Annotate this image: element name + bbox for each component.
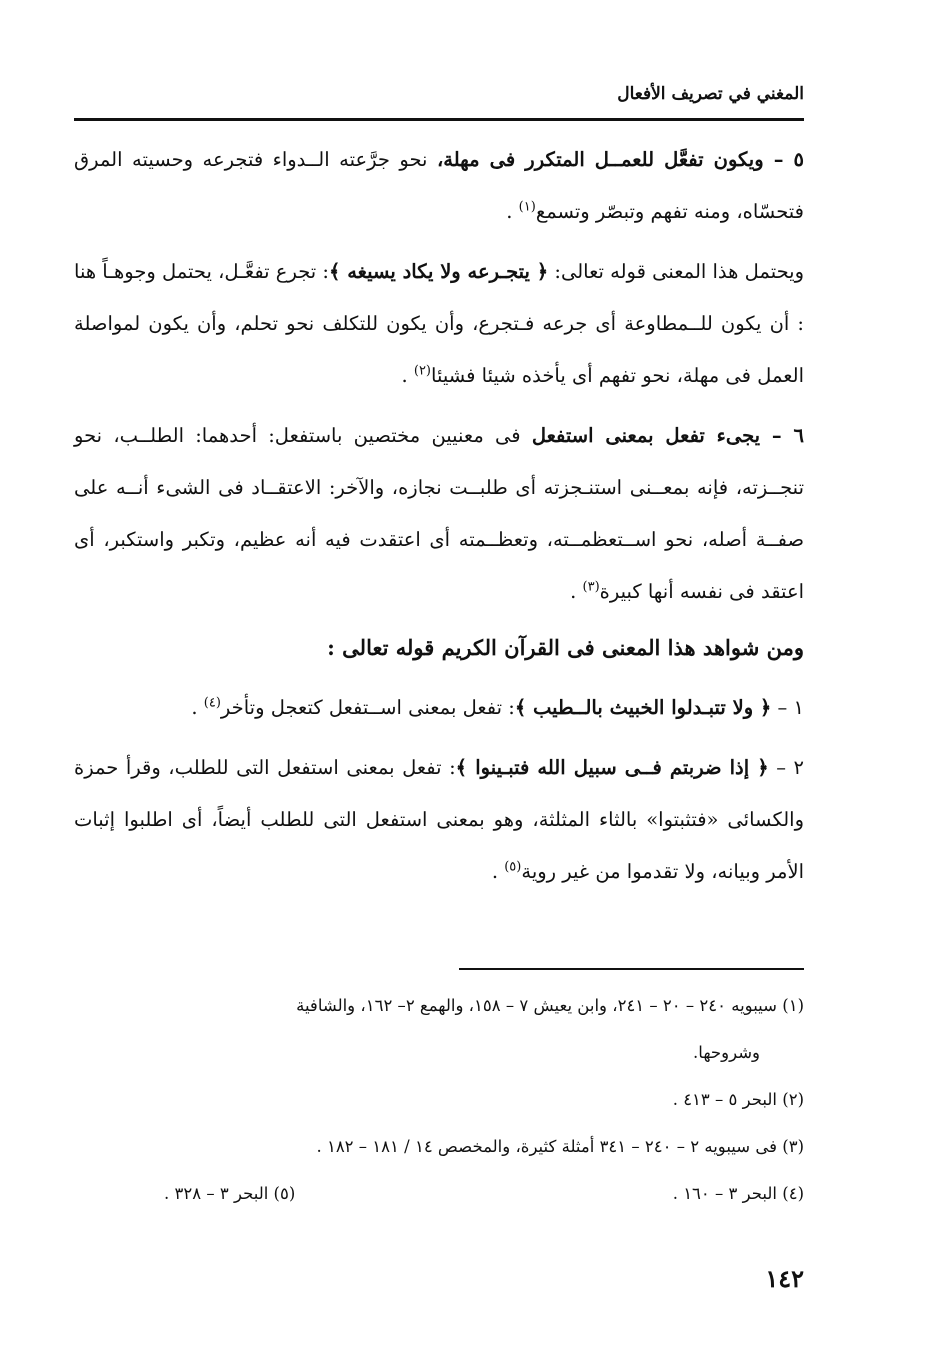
paragraph-5b-tail: . <box>401 364 414 387</box>
paragraph-6 <box>74 410 804 618</box>
paragraph-5b-text: : تجرع تفعَّـل، يحتمل وجوهـاً هنا : أن يكون للــمطاوعة أى جرعه فـتجرع، وأن يكون للتكلف نحو تحلم، وأن يكون لمواصلة العمل فى مهلة، نحو تفهم أى يأخذه شيئا فشيئا <box>74 260 804 387</box>
example-2-tail: . <box>491 860 505 883</box>
example-2-text: : تفعل بمعنى استفعل التى للطلب، وقرأ حمزة والكسائى «فتثبتوا» بالثاء المثلثة، وهو بمعنى استفعل التى للطلب أيضاً، أى اطلبوا إثبات الأمر وبيانه، ولا تقدموا من غير روية <box>74 756 804 883</box>
footnotes <box>74 982 804 1217</box>
page-number: ١٤٢ <box>765 1264 804 1293</box>
example-1 <box>74 682 804 734</box>
footnote-row-4-5 <box>74 1170 804 1217</box>
book-page <box>74 0 804 1351</box>
example-1-text: : تفعل بمعنى اســتفعل كتعجل وتأخر <box>220 696 515 719</box>
paragraph-6-tail: . <box>570 580 583 603</box>
example-2-number: ٢ – <box>768 756 804 779</box>
header-rule <box>74 118 804 121</box>
footnote-3: (٣) فى سيبويه ٢ – ٢٤٠ – ٣٤١ أمثلة كثيرة، والمخصص ١٤ / ١٨١ – ١٨٢ . <box>316 1137 804 1156</box>
paragraph-5-text: نحو جرَّعته الــدواء فتجرعه وحسيته المرق فتحسّاه، ومنه تفهم وتبصّر وتسمع <box>74 148 804 223</box>
footnote-4: (٤) البحر ٣ – ١٦٠ . <box>672 1184 804 1203</box>
example-1-number: ١ – <box>771 696 804 719</box>
paragraph-5b-start: ويحتمل هذا المعنى قوله تعالى: <box>548 260 805 283</box>
footnote-ref-5: (٥) <box>504 859 522 875</box>
footnote-ref-4: (٤) <box>203 695 221 711</box>
quran-verse-2: ﴿ ولا تتبـدلوا الخبيث بالــطيب ﴾ <box>514 696 772 719</box>
paragraph-5b <box>74 246 804 402</box>
main-text <box>74 134 804 898</box>
quran-verse-3: ﴿ إذا ضربتم فــى سبيل الله فتبـينوا ﴾ <box>455 756 769 779</box>
footnote-2: (٢) البحر ٥ – ٤١٣ . <box>672 1090 804 1109</box>
running-title: المغني في تصريف الأفعال <box>617 84 804 104</box>
footnote-5: (٥) البحر ٣ – ٣٢٨ . <box>164 1184 296 1203</box>
paragraph-5-tail: . <box>506 200 519 223</box>
quran-verse-1: ﴿ يتجـرعه ولا يكاد يسيغه ﴾ <box>329 260 549 283</box>
example-2 <box>74 742 804 898</box>
footnote-ref-3: (٣) <box>582 579 600 595</box>
footnote-ref-2: (٢) <box>413 363 431 379</box>
paragraph-6-lead: ٦ – يجىء تفعل بمعنى استفعل <box>531 424 804 447</box>
section-heading: ومن شواهد هذا المعنى فى القرآن الكريم قوله تعالى : <box>327 635 804 660</box>
paragraph-5 <box>74 134 804 238</box>
paragraph-5-lead: ٥ – ويكون تفعَّل للعمــل المتكرر فى مهلة، <box>436 148 804 171</box>
example-1-tail: . <box>191 696 204 719</box>
footnote-1-line-1: (١) سيبويه ٢٤٠ – ٢٠ – ٢٤١، وابن يعيش ٧ – ١٥٨، والهمع ٢– ١٦٢، والشافية <box>296 996 804 1015</box>
footnote-ref-1: (١) <box>518 199 536 215</box>
footnote-1-line-2: وشروحها. <box>693 1043 760 1062</box>
paragraph-6-text: فى معنيين مختصين باستفعل: أحدهما: الطلــب، نحو تنجــزته، فإنه بمعــنى استنـجزته أى طلبــت نجازه، والآخر: الاعتقــاد فى الشىء أنــه على صفــة أصله، نحو اســتعظمــته، وتعظــمته أى اعتقدت فيه أنه عظيم، وتكبر واستكبر، أى اعتقد فى نفسه أنها كبيرة <box>74 424 804 603</box>
footnote-rule <box>459 968 804 970</box>
